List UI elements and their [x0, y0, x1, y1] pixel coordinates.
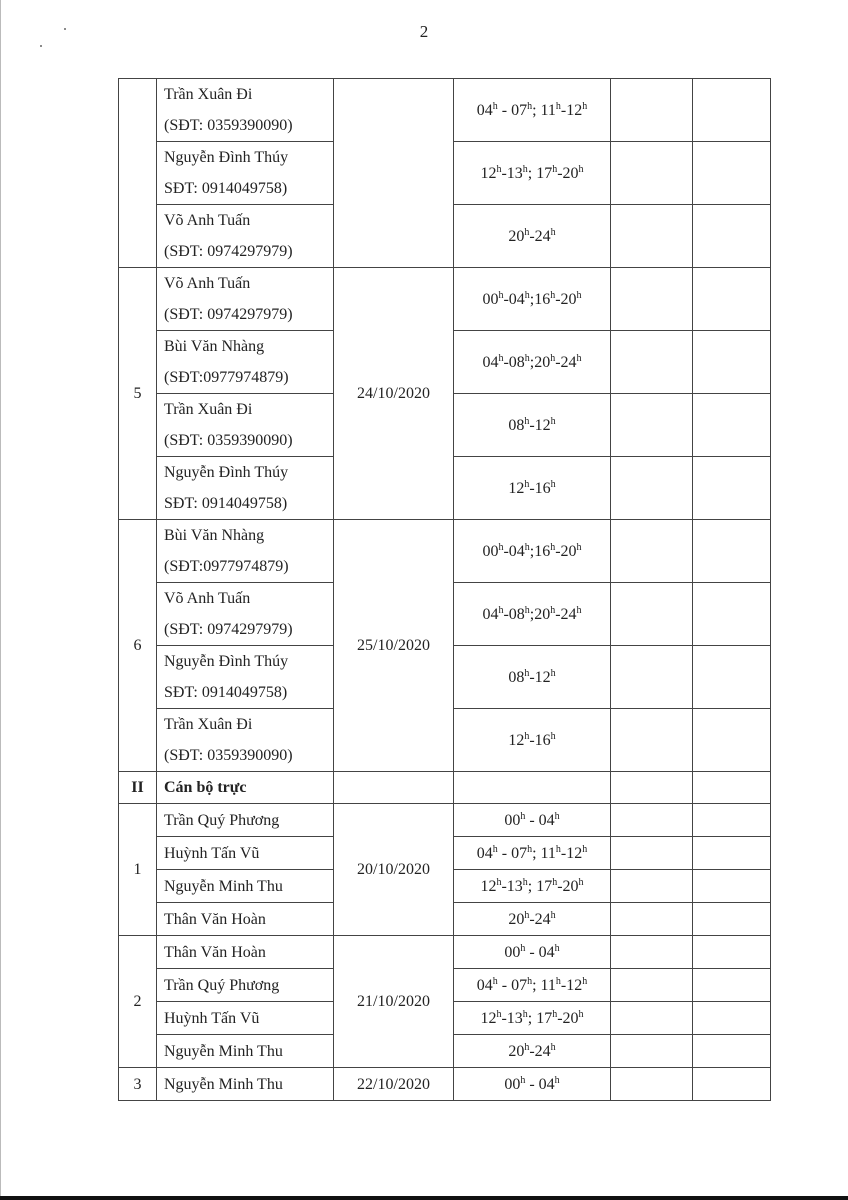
time-cell: 08$^h$-12$^h$: [454, 646, 611, 709]
stt-cell: 6: [119, 520, 157, 772]
person-name: Võ Anh Tuấn: [164, 275, 251, 292]
empty-cell: [693, 1002, 771, 1035]
name-cell: [157, 205, 334, 268]
name-cell: Trần Quý Phương: [157, 969, 334, 1002]
empty-cell: [611, 520, 693, 583]
stt-cell: 3: [119, 1068, 157, 1101]
empty-cell: [693, 394, 771, 457]
time-cell: 04$^h$ - 07$^h$; 11$^h$-12$^h$: [454, 79, 611, 142]
person-phone: (SĐT: 0974297979): [164, 621, 293, 638]
date-cell: 22/10/2020: [334, 1068, 454, 1101]
person-phone: SĐT: 0914049758): [164, 180, 288, 197]
name-cell: Thân Văn Hoàn: [157, 903, 334, 936]
name-cell: Nguyễn Minh Thu: [157, 1068, 334, 1101]
time-cell: 12$^h$-16$^h$: [454, 709, 611, 772]
empty-cell: [611, 870, 693, 903]
time-cell: 20$^h$-24$^h$: [454, 903, 611, 936]
time-cell: 12$^h$-13$^h$; 17$^h$-20$^h$: [454, 870, 611, 903]
person-name: Trần Xuân Đi: [164, 716, 253, 733]
stt-cell: [119, 79, 157, 268]
time-cell: 04$^h$-08$^h$;20$^h$-24$^h$: [454, 583, 611, 646]
date-cell: 25/10/2020: [334, 520, 454, 772]
empty-cell: [611, 331, 693, 394]
name-cell: [157, 79, 334, 142]
empty-cell: [611, 142, 693, 205]
name-cell: [157, 268, 334, 331]
time-cell: 12$^h$-13$^h$; 17$^h$-20$^h$: [454, 1002, 611, 1035]
stt-cell: 1: [119, 804, 157, 936]
person-phone: (SĐT:0977974879): [164, 369, 289, 386]
empty-cell: [611, 936, 693, 969]
empty-cell: [693, 969, 771, 1002]
table-row: [119, 804, 771, 837]
empty-cell: [611, 583, 693, 646]
name-cell: [157, 646, 334, 709]
empty-cell: [693, 142, 771, 205]
time-cell: 00$^h$-04$^h$;16$^h$-20$^h$: [454, 520, 611, 583]
section-title: Cán bộ trực: [157, 772, 334, 804]
name-cell: [157, 457, 334, 520]
section-number: II: [119, 772, 157, 804]
empty-cell: [334, 772, 454, 804]
empty-cell: [693, 936, 771, 969]
time-cell: 20$^h$-24$^h$: [454, 205, 611, 268]
time-cell: 00$^h$ - 04$^h$: [454, 1068, 611, 1101]
empty-cell: [454, 772, 611, 804]
person-phone: SĐT: 0914049758): [164, 684, 288, 701]
table-row: [119, 1068, 771, 1101]
person-name: Trần Xuân Đi: [164, 86, 253, 103]
empty-cell: [611, 79, 693, 142]
time-cell: 12$^h$-13$^h$; 17$^h$-20$^h$: [454, 142, 611, 205]
empty-cell: [611, 903, 693, 936]
person-name: Trần Xuân Đi: [164, 401, 253, 418]
time-cell: 12$^h$-16$^h$: [454, 457, 611, 520]
page-bottom-edge: [0, 1196, 848, 1200]
date-cell: 21/10/2020: [334, 936, 454, 1068]
page-number: 2: [419, 22, 429, 41]
name-cell: [157, 583, 334, 646]
empty-cell: [611, 804, 693, 837]
empty-cell: [693, 583, 771, 646]
empty-cell: [693, 804, 771, 837]
empty-cell: [611, 969, 693, 1002]
empty-cell: [693, 331, 771, 394]
person-phone: (SĐT: 0359390090): [164, 747, 293, 764]
name-cell: Huỳnh Tấn Vũ: [157, 837, 334, 870]
empty-cell: [693, 772, 771, 804]
duty-schedule-table: [118, 78, 771, 1101]
date-cell: [334, 79, 454, 268]
empty-cell: [693, 1068, 771, 1101]
empty-cell: [611, 837, 693, 870]
person-name: Nguyễn Đình Thúy: [164, 653, 289, 670]
stt-cell: 5: [119, 268, 157, 520]
time-cell: 00$^h$ - 04$^h$: [454, 804, 611, 837]
empty-cell: [611, 457, 693, 520]
name-cell: [157, 331, 334, 394]
empty-cell: [611, 772, 693, 804]
empty-cell: [693, 520, 771, 583]
empty-cell: [611, 1068, 693, 1101]
time-cell: 00$^h$-04$^h$;16$^h$-20$^h$: [454, 268, 611, 331]
name-cell: [157, 394, 334, 457]
name-cell: Nguyễn Minh Thu: [157, 870, 334, 903]
empty-cell: [693, 709, 771, 772]
date-cell: 20/10/2020: [334, 804, 454, 936]
empty-cell: [693, 79, 771, 142]
table-row: [119, 79, 771, 142]
person-name: Bùi Văn Nhàng: [164, 338, 265, 355]
time-cell: 00$^h$ - 04$^h$: [454, 936, 611, 969]
page-left-edge: [0, 0, 1, 1200]
date-cell: 24/10/2020: [334, 268, 454, 520]
person-phone: (SĐT: 0974297979): [164, 306, 293, 323]
name-cell: [157, 709, 334, 772]
name-cell: [157, 142, 334, 205]
person-phone: (SĐT: 0359390090): [164, 117, 293, 134]
time-cell: 04$^h$ - 07$^h$; 11$^h$-12$^h$: [454, 837, 611, 870]
person-phone: SĐT: 0914049758): [164, 495, 288, 512]
person-name: Võ Anh Tuấn: [164, 212, 251, 229]
table-row: [119, 520, 771, 583]
empty-cell: [693, 205, 771, 268]
empty-cell: [693, 268, 771, 331]
name-cell: Trần Quý Phương: [157, 804, 334, 837]
empty-cell: [693, 903, 771, 936]
empty-cell: [693, 1035, 771, 1068]
name-cell: [157, 520, 334, 583]
person-phone: (SĐT: 0974297979): [164, 243, 293, 260]
empty-cell: [693, 870, 771, 903]
empty-cell: [611, 394, 693, 457]
person-phone: (SĐT: 0359390090): [164, 432, 293, 449]
name-cell: Nguyễn Minh Thu: [157, 1035, 334, 1068]
time-cell: 04$^h$-08$^h$;20$^h$-24$^h$: [454, 331, 611, 394]
empty-cell: [611, 268, 693, 331]
empty-cell: [611, 1035, 693, 1068]
empty-cell: [693, 837, 771, 870]
empty-cell: [693, 457, 771, 520]
table-row: [119, 268, 771, 331]
empty-cell: [693, 646, 771, 709]
person-name: Bùi Văn Nhàng: [164, 527, 265, 544]
time-cell: 08$^h$-12$^h$: [454, 394, 611, 457]
person-name: Võ Anh Tuấn: [164, 590, 251, 607]
time-cell: 20$^h$-24$^h$: [454, 1035, 611, 1068]
scan-speck: [40, 45, 42, 47]
table-row: [119, 936, 771, 969]
name-cell: Thân Văn Hoàn: [157, 936, 334, 969]
empty-cell: [611, 709, 693, 772]
person-phone: (SĐT:0977974879): [164, 558, 289, 575]
person-name: Nguyễn Đình Thúy: [164, 149, 289, 166]
stt-cell: 2: [119, 936, 157, 1068]
empty-cell: [611, 1002, 693, 1035]
section-header-row: [119, 772, 771, 804]
person-name: Nguyễn Đình Thúy: [164, 464, 289, 481]
empty-cell: [611, 646, 693, 709]
empty-cell: [611, 205, 693, 268]
name-cell: Huỳnh Tấn Vũ: [157, 1002, 334, 1035]
time-cell: 04$^h$ - 07$^h$; 11$^h$-12$^h$: [454, 969, 611, 1002]
